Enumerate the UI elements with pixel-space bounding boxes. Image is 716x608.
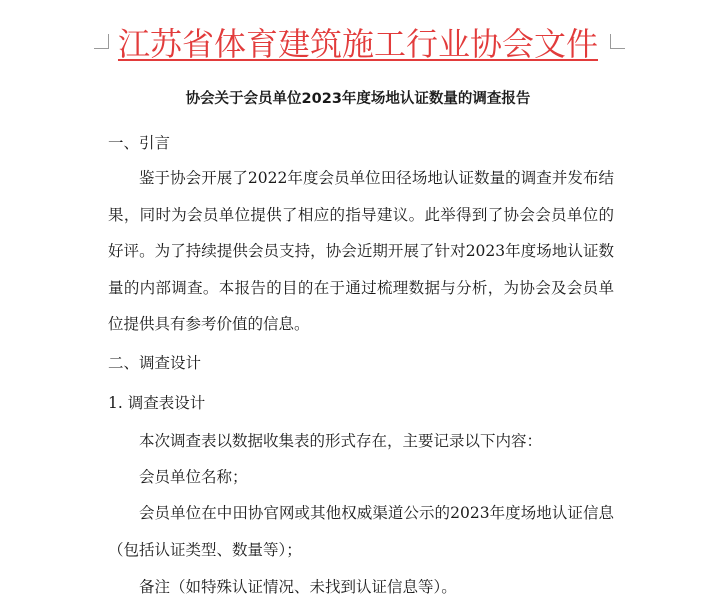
report-title: 协会关于会员单位2023年度场地认证数量的调查报告 [185, 91, 531, 107]
list-item-remarks: 备注（如特殊认证情况、未找到认证信息等）。 [139, 578, 457, 596]
list-item-certification-info: 会员单位在中田协官网或其他权威渠道公示的2023年度场地认证信息（包括认证类型、数量等）； [108, 504, 614, 559]
subsection-1-heading: 1. 调查表设计 [108, 394, 206, 412]
section-1-paragraph: 鉴于协会开展了2022年度会员单位田径场地认证数量的调查并发布结果，同时为会员单位提供了相应的指导建议。此举得到了协会会员单位的好评。为了持续提供会员支持，协会近期开展了针对2023年度场地认证数量的内部调查。本报告的目的在于通过梳理数据与分析，为协会及会员单位提供具有参考价值的信息。 [108, 169, 614, 333]
subsection-1-intro: 本次调查表以数据收集表的形式存在，主要记录以下内容： [139, 432, 543, 450]
organization-title: 江苏省体育建筑施工行业协会文件 [117, 25, 598, 63]
section-2-heading: 二、调查设计 [108, 354, 202, 372]
section-1-heading: 一、引言 [108, 134, 171, 152]
list-item-member-name: 会员单位名称； [139, 468, 248, 486]
